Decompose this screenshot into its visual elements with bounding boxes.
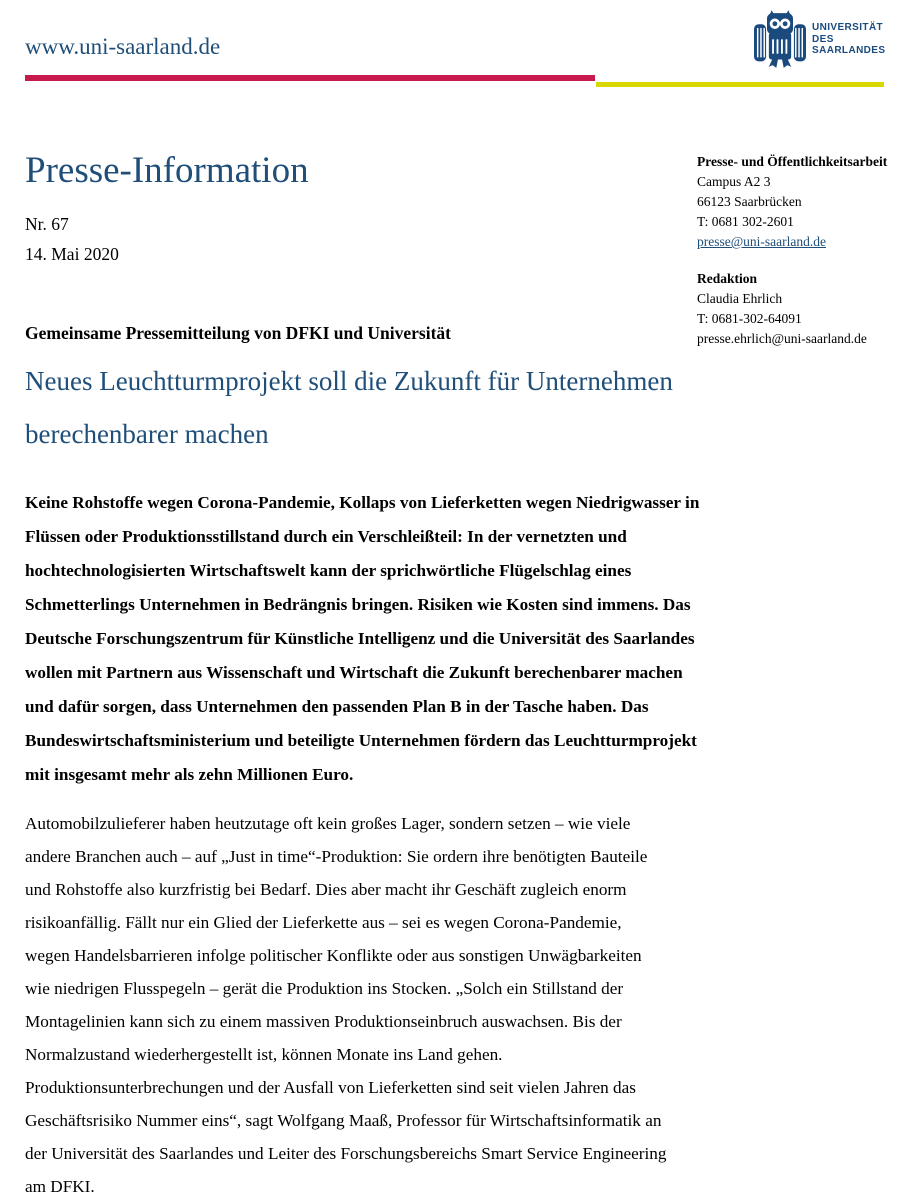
- logo-wordmark-line: SAARLANDES: [812, 45, 886, 56]
- body-line: der Universität des Saarlandes und Leiter des Forschungsbereichs Smart Service Engineering: [25, 1144, 667, 1163]
- lead-line: Schmetterlings Unternehmen in Bedrängnis bringen. Risiken wie Kosten sind immens. Das: [25, 595, 691, 614]
- body-line: am DFKI.: [25, 1177, 95, 1196]
- article-body-paragraph: [25, 807, 666, 1203]
- site-url-link[interactable]: www.uni-saarland.de: [25, 34, 221, 59]
- press-release-date: 14. Mai 2020: [25, 244, 119, 264]
- university-owl-logo-icon: [754, 10, 806, 70]
- lead-line: und dafür sorgen, dass Unternehmen den passenden Plan B in der Tasche haben. Das: [25, 697, 649, 716]
- press-office-heading: Presse- und Öffentlichkeitsarbeit: [697, 154, 888, 169]
- lead-line: hochtechnologisierten Wirtschaftswelt kann der sprichwörtliche Flügelschlag eines: [25, 561, 632, 580]
- body-line: Automobilzulieferer haben heutzutage oft kein großes Lager, sondern setzen – wie viele: [25, 814, 631, 833]
- body-line: andere Branchen auch – auf „Just in time“-Produktion: Sie ordern ihre benötigten Bauteile: [25, 847, 648, 866]
- lead-line: mit insgesamt mehr als zehn Millionen Euro.: [25, 765, 354, 784]
- headline-line: Neues Leuchtturmprojekt soll die Zukunft für Unternehmen: [25, 366, 673, 396]
- article-kicker: Gemeinsame Pressemitteilung von DFKI und Universität: [25, 323, 451, 343]
- press-office-phone: T: 0681 302-2601: [697, 214, 794, 229]
- editorial-phone: T: 0681-302-64091: [697, 311, 802, 326]
- body-line: wie niedrigen Flusspegeln – gerät die Produktion ins Stocken. „Solch ein Stillstand der: [25, 979, 624, 998]
- article-lead-paragraph: [25, 486, 699, 792]
- body-line: und Rohstoffe also kurzfristig bei Bedarf. Dies aber macht ihr Geschäft zugleich enorm: [25, 880, 627, 899]
- logo-wordmark: [812, 22, 885, 57]
- press-office-address-line: Campus A2 3: [697, 174, 771, 189]
- body-line: Geschäftsrisiko Nummer eins“, sagt Wolfgang Maaß, Professor für Wirtschaftsinformatik an: [25, 1111, 662, 1130]
- body-line: Normalzustand wiederhergestellt ist, können Monate ins Land gehen.: [25, 1045, 503, 1064]
- page-title: Presse-Information: [25, 150, 309, 191]
- header-rule-red: [25, 75, 595, 81]
- lead-line: wollen mit Partnern aus Wissenschaft und Wirtschaft die Zukunft berechenbarer machen: [25, 663, 683, 682]
- press-office-address-line: 66123 Saarbrücken: [697, 194, 802, 209]
- lead-line: Bundeswirtschaftsministerium und beteiligte Unternehmen fördern das Leuchtturmprojekt: [25, 731, 697, 750]
- editorial-name: Claudia Ehrlich: [697, 291, 783, 306]
- contact-press-office: [697, 152, 907, 252]
- lead-line: Deutsche Forschungszentrum für Künstliche Intelligenz und die Universität des Saarlandes: [25, 629, 695, 648]
- press-release-number: Nr. 67: [25, 214, 69, 234]
- lead-line: Flüssen oder Produktionsstillstand durch ein Verschleißteil: In der vernetzten und: [25, 527, 627, 546]
- body-line: Produktionsunterbrechungen und der Ausfall von Lieferketten sind seit vielen Jahren das: [25, 1078, 636, 1097]
- header-rule-yellow: [596, 82, 884, 87]
- logo-wordmark-line: UNIVERSITÄT: [812, 22, 884, 33]
- body-line: Montagelinien kann sich zu einem massiven Produktionseinbruch auswachsen. Bis der: [25, 1012, 622, 1031]
- editorial-heading: Redaktion: [697, 271, 758, 286]
- body-line: wegen Handelsbarrieren infolge politischer Konflikte oder aus sonstigen Unwägbarkeiten: [25, 946, 642, 965]
- press-office-email-link[interactable]: presse@uni-saarland.de: [697, 234, 827, 249]
- lead-line: Keine Rohstoffe wegen Corona-Pandemie, Kollaps von Lieferketten wegen Niedrigwasser in: [25, 493, 700, 512]
- article-headline: [25, 355, 673, 461]
- logo-wordmark-line: DES: [812, 33, 834, 45]
- contact-editorial: [697, 269, 907, 349]
- editorial-email-link[interactable]: presse.ehrlich@uni-saarland.de: [697, 331, 867, 346]
- body-line: risikoanfällig. Fällt nur ein Glied der Lieferkette aus – sei es wegen Corona-Pandemie,: [25, 913, 622, 932]
- headline-line: berechenbarer machen: [25, 419, 269, 449]
